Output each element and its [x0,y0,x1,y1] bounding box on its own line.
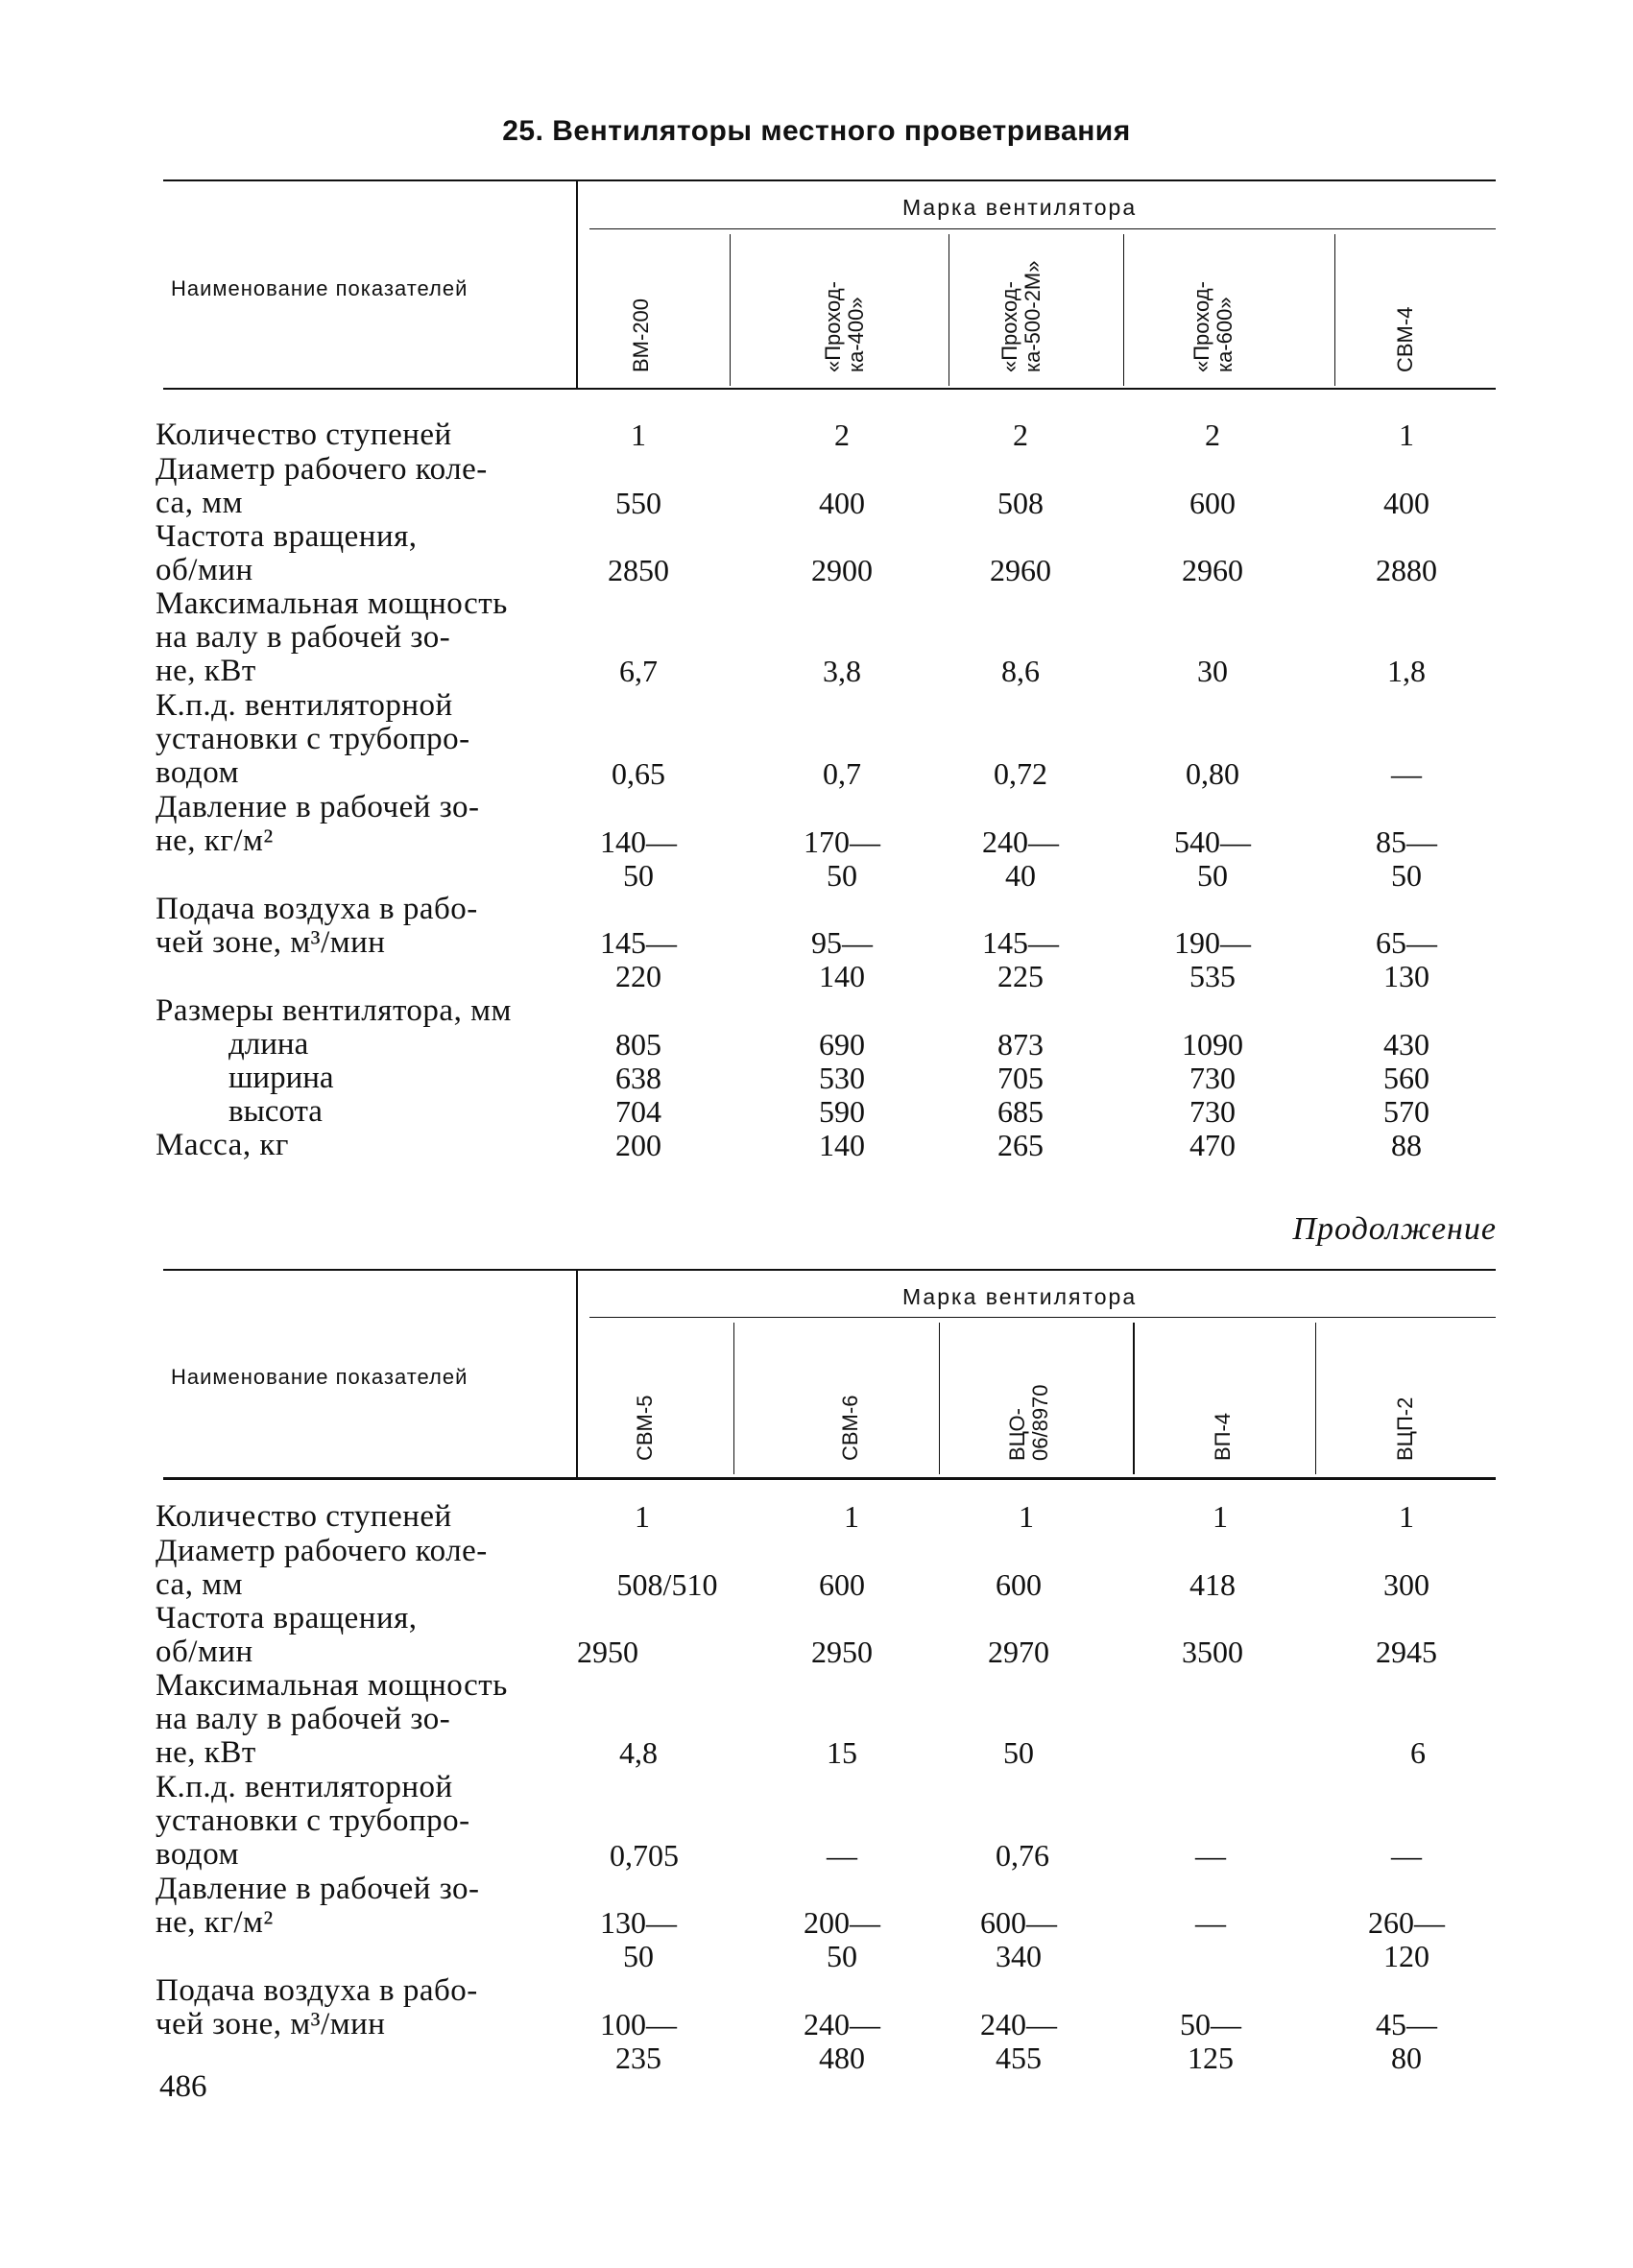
table-cell: 200— 50 [804,1905,880,1973]
column-header: СВМ-6 [838,1395,862,1461]
row-label: высота [228,1094,323,1129]
table-cell: 265 [997,1128,1044,1162]
row-label: Диаметр рабочего коле- са, мм [156,1534,488,1602]
column-header: ВП-4 [1211,1412,1235,1461]
param-header: Наименование показателей [171,1365,468,1389]
table-cell: 2 [1205,418,1220,452]
table-cell: 145— 220 [600,925,677,993]
table-cell: 6 [1410,1735,1426,1770]
column-header: «Проход- ка-500-2М» [997,260,1045,372]
table-cell: 2950 [811,1635,873,1669]
column-header: ВЦП-2 [1393,1397,1417,1461]
table-cell: 1 [1213,1499,1228,1534]
table-cell: 0,65 [612,756,665,791]
table-cell: 730 [1189,1061,1236,1095]
table-cell: 30 [1197,654,1228,688]
table-cell: 560 [1383,1061,1429,1095]
row-label: Подача воздуха в рабо- чей зоне, м³/мин [156,892,478,960]
table-cell: 65— 130 [1376,925,1437,993]
row-label: Диаметр рабочего коле- са, мм [156,452,488,520]
table-cell: 530 [819,1061,865,1095]
row-label: Давление в рабочей зо- не, кг/м² [156,790,480,858]
table-cell: 550 [615,486,661,520]
rule [1334,234,1335,386]
table-cell: 873 [997,1027,1044,1062]
rule [163,1269,1496,1271]
row-label: ширина [228,1061,334,1095]
table-cell: 638 [615,1061,661,1095]
table-cell: 590 [819,1094,865,1129]
table-cell: 2970 [988,1635,1049,1669]
table-cell: 15 [827,1735,857,1770]
page-number: 486 [159,2069,207,2104]
table-cell: 2880 [1376,553,1437,587]
table-cell: 704 [615,1094,661,1129]
table-cell: 2960 [990,553,1051,587]
table-cell: 400 [819,486,865,520]
row-label: К.п.д. вентиляторной установки с трубопро- водом [156,688,470,790]
row-label: Масса, кг [156,1128,289,1162]
param-header: Наименование показателей [171,276,468,300]
row-label: длина [228,1027,309,1062]
table-cell: 2 [1013,418,1028,452]
table-cell: 508/510 [616,1567,718,1602]
table-cell: 2900 [811,553,873,587]
table-cell: 600 [1189,486,1236,520]
table-cell: — [1391,756,1422,791]
table-cell: 730 [1189,1094,1236,1129]
table-cell: 2850 [608,553,669,587]
table-cell: 418 [1189,1567,1236,1602]
row-label: Частота вращения, об/мин [156,1601,418,1669]
row-label: Количество ступеней [156,1499,452,1534]
rule [163,388,1496,390]
row-label: К.п.д. вентиляторной установки с трубопро- водом [156,1770,470,1872]
table-cell: 240— 40 [982,824,1059,893]
column-header: СВМ-5 [633,1395,657,1461]
table-cell: 1,8 [1387,654,1426,688]
column-header: ВЦО- 06/8970 [1005,1384,1052,1461]
table-cell: 2 [834,418,850,452]
table-cell: 45— 80 [1376,2007,1437,2075]
table-cell: 400 [1383,486,1429,520]
continuation-label: Продолжение [1292,1211,1497,1247]
column-header: «Проход- ка-600» [1189,281,1237,372]
rule [939,1323,940,1474]
table-cell: 1 [1019,1499,1034,1534]
row-label: Давление в рабочей зо- не, кг/м² [156,1872,480,1940]
row-label: Подача воздуха в рабо- чей зоне, м³/мин [156,1973,478,2041]
table-cell: 200 [615,1128,661,1162]
table-cell: 470 [1189,1128,1236,1162]
table-cell: 2945 [1376,1635,1437,1669]
table-cell: 88 [1391,1128,1422,1162]
table-cell: 3,8 [823,654,861,688]
table-cell: 805 [615,1027,661,1062]
table-cell: 690 [819,1027,865,1062]
table-cell: 2960 [1182,553,1243,587]
table-cell: 600 [819,1567,865,1602]
table-cell: 2950 [577,1635,638,1669]
table-cell: 170— 50 [804,824,880,893]
rule [730,234,731,386]
row-label: Количество ступеней [156,418,452,452]
table-cell: 0,80 [1186,756,1239,791]
group-header: Марка вентилятора [902,195,1138,220]
table-cell: 1 [631,418,646,452]
rule [576,180,578,388]
table-cell: 1 [635,1499,650,1534]
table-cell: 50 [1003,1735,1034,1770]
rule [576,1270,578,1477]
rule [163,1477,1496,1480]
table-cell: — [827,1838,857,1873]
rule [163,179,1496,181]
column-header: СВМ-4 [1393,306,1417,372]
rule [733,1323,734,1474]
table-cell: 130— 50 [600,1905,677,1973]
table-cell: 240— 455 [980,2007,1057,2075]
group-header: Марка вентилятора [902,1284,1138,1309]
rule [1315,1323,1316,1474]
table-cell: 260— 120 [1368,1905,1445,1973]
row-label: Размеры вентилятора, мм [156,993,512,1028]
rule [589,228,1496,229]
table-cell: 1 [1399,1499,1414,1534]
column-header: ВМ-200 [629,298,653,372]
table-cell: — [1195,1905,1226,1940]
table-cell: 685 [997,1094,1044,1129]
table-cell: 95— 140 [811,925,873,993]
table-cell: 6,7 [619,654,658,688]
row-label: Частота вращения, об/мин [156,519,418,587]
table-cell: 145— 225 [982,925,1059,993]
rule [1133,1323,1135,1474]
table-cell: 140 [819,1128,865,1162]
table-cell: 600 [996,1567,1042,1602]
table-cell: 0,72 [994,756,1047,791]
row-label: Максимальная мощность на валу в рабочей зо- не, кВт [156,586,508,688]
table-cell: 540— 50 [1174,824,1251,893]
table-cell: 600— 340 [980,1905,1057,1973]
table-cell: 508 [997,486,1044,520]
table-cell: — [1195,1838,1226,1873]
table-cell: 4,8 [619,1735,658,1770]
table-cell: 240— 480 [804,2007,880,2075]
table-title: 25. Вентиляторы местного проветривания [502,115,1131,147]
table-cell: 570 [1383,1094,1429,1129]
row-label: Максимальная мощность на валу в рабочей зо- не, кВт [156,1668,508,1770]
table-cell: 0,76 [996,1838,1049,1873]
table-cell: — [1391,1838,1422,1873]
table-cell: 300 [1383,1567,1429,1602]
table-cell: 705 [997,1061,1044,1095]
table-cell: 1 [844,1499,859,1534]
rule [589,1317,1496,1318]
rule [1123,234,1124,386]
table-cell: 190— 535 [1174,925,1251,993]
table-cell: 0,705 [610,1838,679,1873]
table-cell: 1 [1399,418,1414,452]
column-header: «Проход- ка-400» [821,281,868,372]
table-cell: 430 [1383,1027,1429,1062]
table-cell: 1090 [1182,1027,1243,1062]
table-cell: 8,6 [1001,654,1040,688]
table-cell: 3500 [1182,1635,1243,1669]
table-cell: 0,7 [823,756,861,791]
table-cell: 140— 50 [600,824,677,893]
table-cell: 50— 125 [1180,2007,1241,2075]
table-cell: 85— 50 [1376,824,1437,893]
table-cell: 100— 235 [600,2007,677,2075]
